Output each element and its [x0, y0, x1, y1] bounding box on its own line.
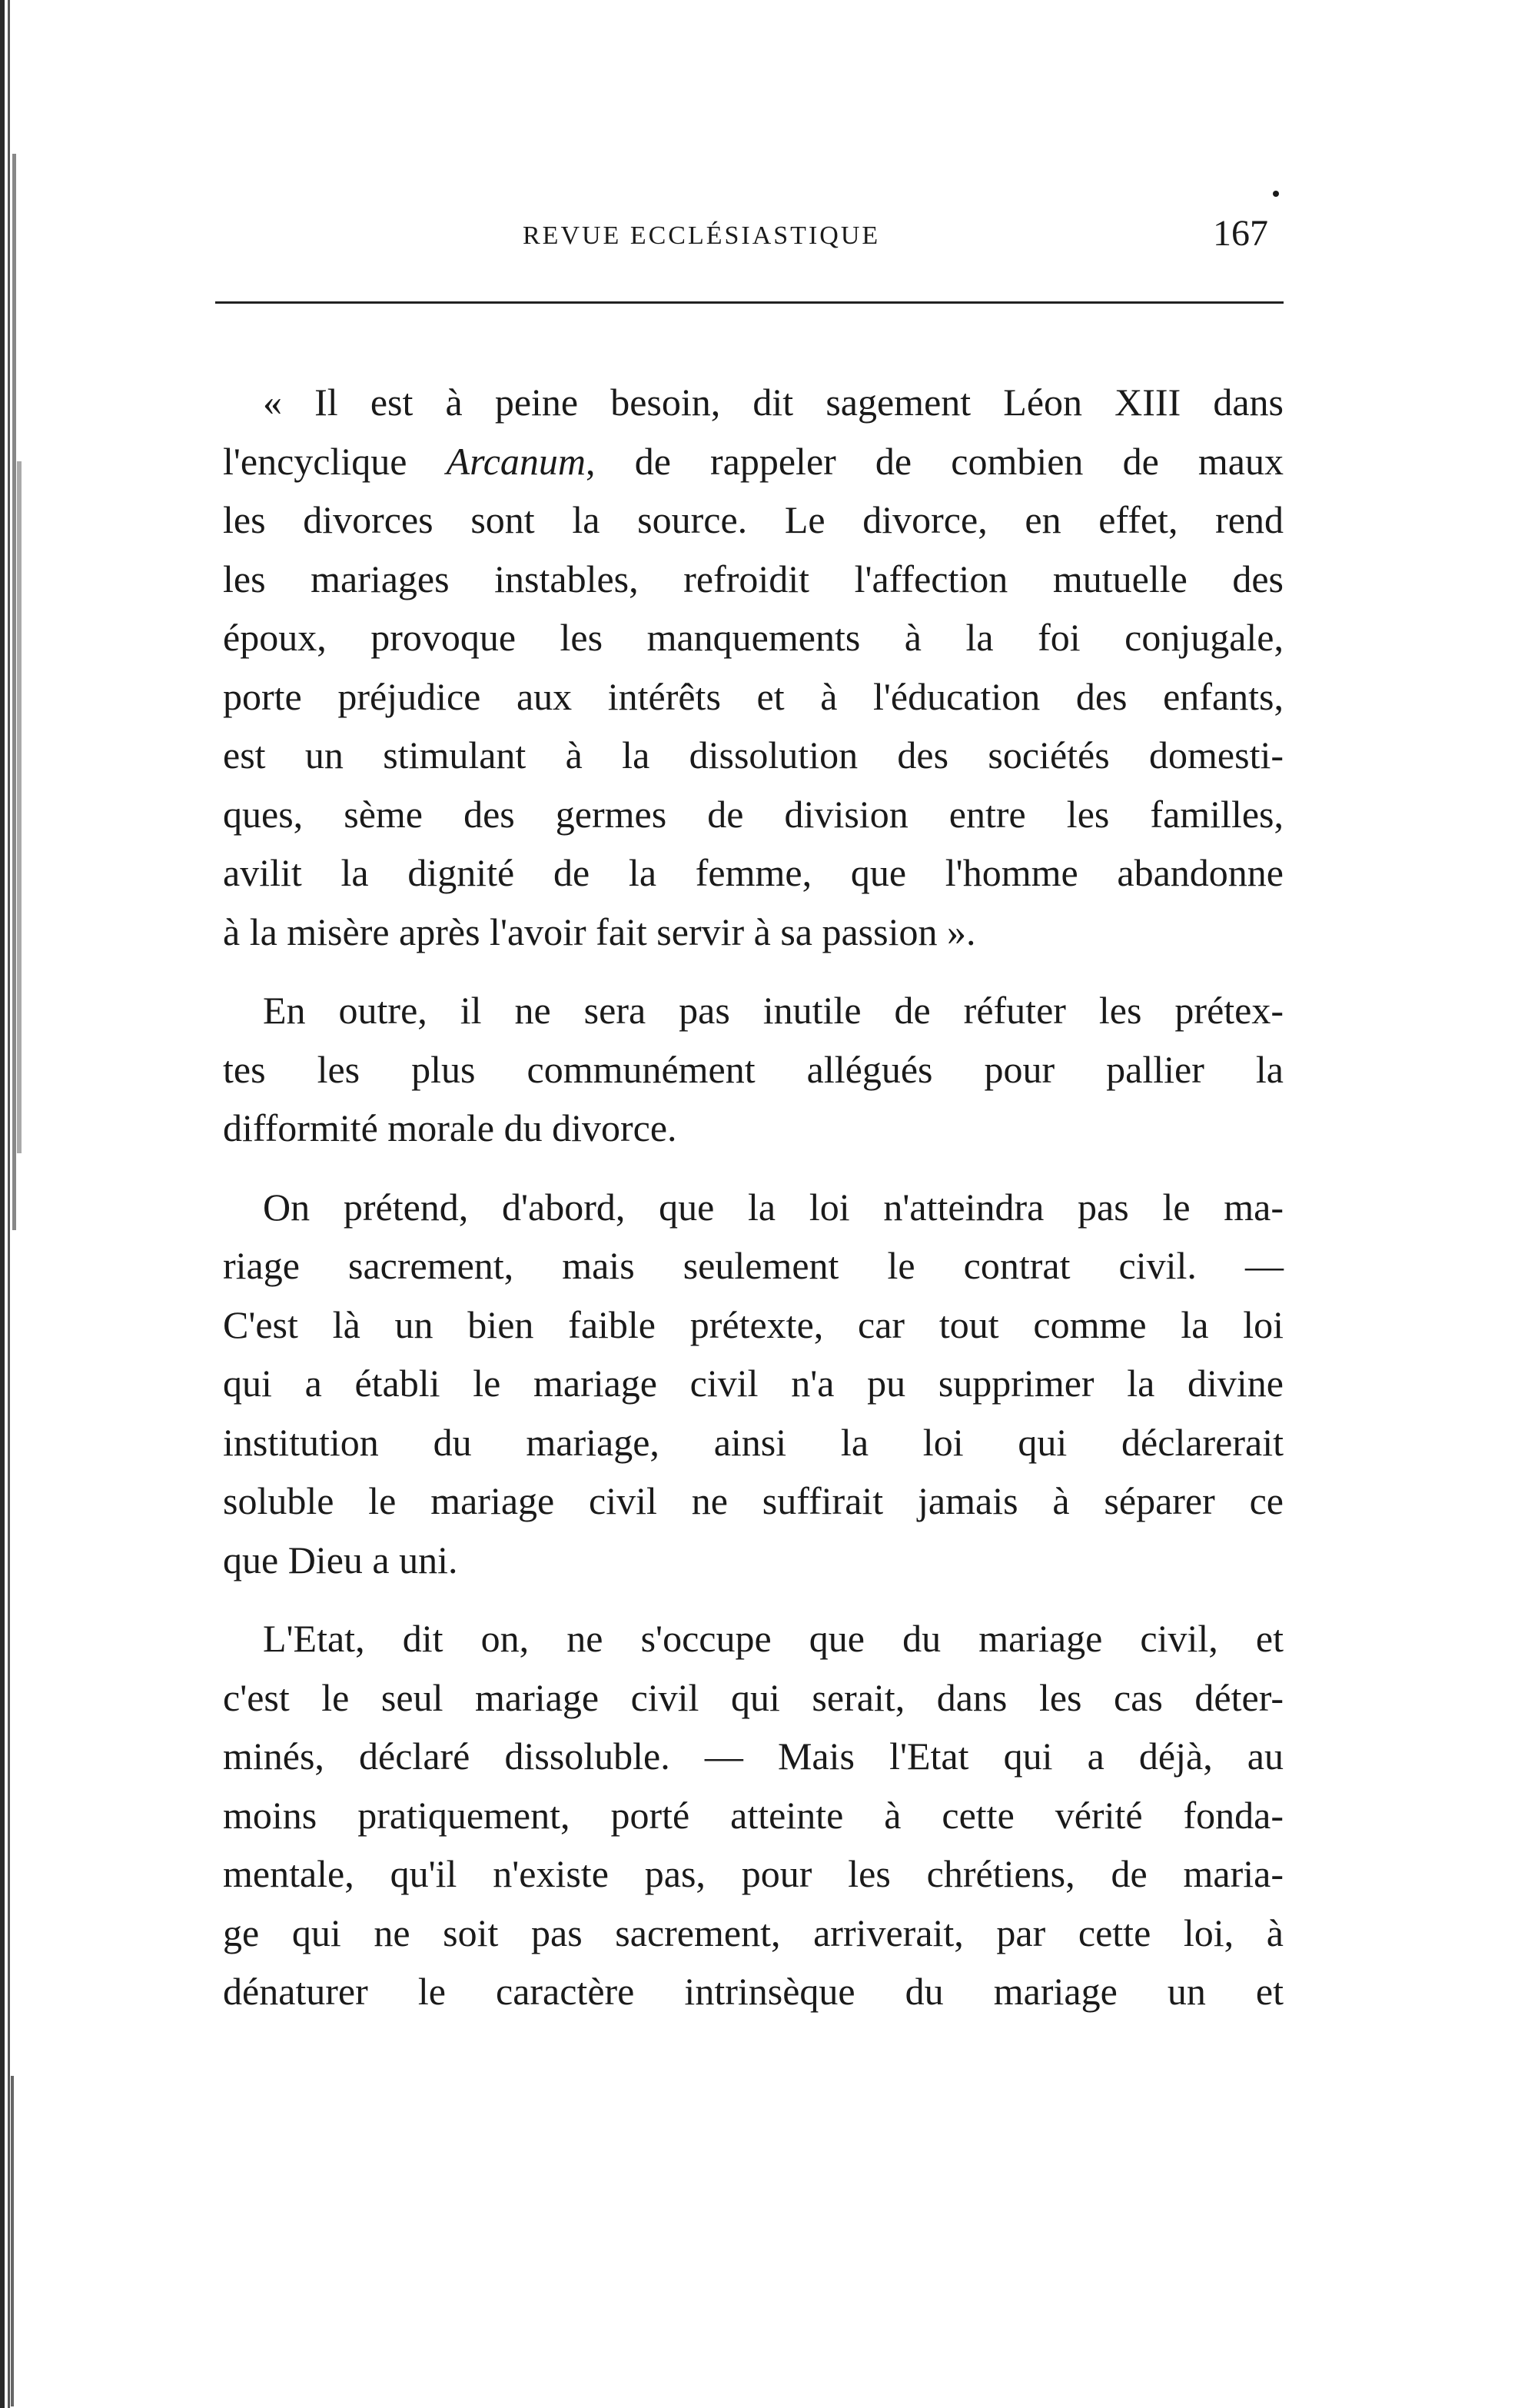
- text-line: les mariages instables, refroidit l'affection mutuelle des: [223, 557, 1284, 600]
- ink-dot: [1273, 191, 1279, 197]
- text-line: les divorces sont la source. Le divorce, en effet, rend: [223, 498, 1284, 541]
- header-rule: [215, 301, 1284, 304]
- running-head: [223, 208, 1284, 277]
- text-line: soluble le mariage civil ne suffirait jamais à séparer ce: [223, 1479, 1284, 1522]
- paragraph-state: [223, 1609, 1284, 2021]
- text-line: C'est là un bien faible prétexte, car tout comme la loi: [223, 1302, 1284, 1346]
- text-line: avilit la dignité de la femme, que l'homme abandonne: [223, 851, 1284, 894]
- paragraph-quotation: [223, 373, 1284, 961]
- paragraph-pretexts: [223, 981, 1284, 1158]
- journal-title: REVUE ECCLÉSIASTIQUE: [523, 221, 881, 250]
- text-line: riage sacrement, mais seulement le contrat civil. —: [223, 1244, 1284, 1287]
- text-line: dénaturer le caractère intrinsèque du mariage un et: [223, 1970, 1284, 2013]
- text-line: [223, 432, 1284, 491]
- binding-edge-shadow: [0, 0, 54, 2408]
- text-line: institution du mariage, ainsi la loi qui déclarerait: [223, 1420, 1284, 1464]
- text-fragment: , de rappeler de combien de maux: [586, 439, 1284, 483]
- text-line: tes les plus communément allégués pour pallier la: [223, 1047, 1284, 1091]
- text-line: ques, sème des germes de division entre les familles,: [223, 792, 1284, 836]
- text-line: moins pratiquement, porté atteinte à cette vérité fonda-: [223, 1793, 1284, 1837]
- text-line: mentale, qu'il n'existe pas, pour les chrétiens, de maria-: [223, 1852, 1284, 1895]
- text-line: à la misère après l'avoir fait servir à sa passion ».: [223, 910, 976, 953]
- text-line: qui a établi le mariage civil n'a pu supprimer la divine: [223, 1362, 1284, 1405]
- text-line: que Dieu a uni.: [223, 1538, 458, 1581]
- paragraph-civil-contract: [223, 1178, 1284, 1590]
- text-line: difformité morale du divorce.: [223, 1106, 677, 1149]
- page-content: [223, 208, 1284, 2013]
- text-line: « Il est à peine besoin, dit sagement Léon XIII dans: [263, 381, 1284, 424]
- text-line: ge qui ne soit pas sacrement, arriverait, par cette loi, à: [223, 1911, 1284, 1954]
- body-text: [223, 373, 1284, 2041]
- text-line: époux, provoque les manquements à la foi conjugale,: [223, 616, 1284, 659]
- text-line: c'est le seul mariage civil qui serait, dans les cas déter-: [223, 1675, 1284, 1719]
- text-fragment: l'encyclique: [223, 439, 447, 483]
- text-line: minés, déclaré dissoluble. — Mais l'Etat qui a déjà, au: [223, 1734, 1284, 1778]
- text-line: L'Etat, dit on, ne s'occupe que du mariage civil, et: [263, 1617, 1284, 1660]
- italic-title: Arcanum: [446, 439, 586, 483]
- page-number: 167: [1213, 213, 1268, 254]
- text-line: On prétend, d'abord, que la loi n'atteindra pas le ma-: [263, 1185, 1284, 1229]
- text-line: En outre, il ne sera pas inutile de réfuter les prétex-: [263, 989, 1284, 1032]
- text-line: est un stimulant à la dissolution des sociétés domesti-: [223, 733, 1284, 777]
- text-line: porte préjudice aux intérêts et à l'éducation des enfants,: [223, 674, 1284, 718]
